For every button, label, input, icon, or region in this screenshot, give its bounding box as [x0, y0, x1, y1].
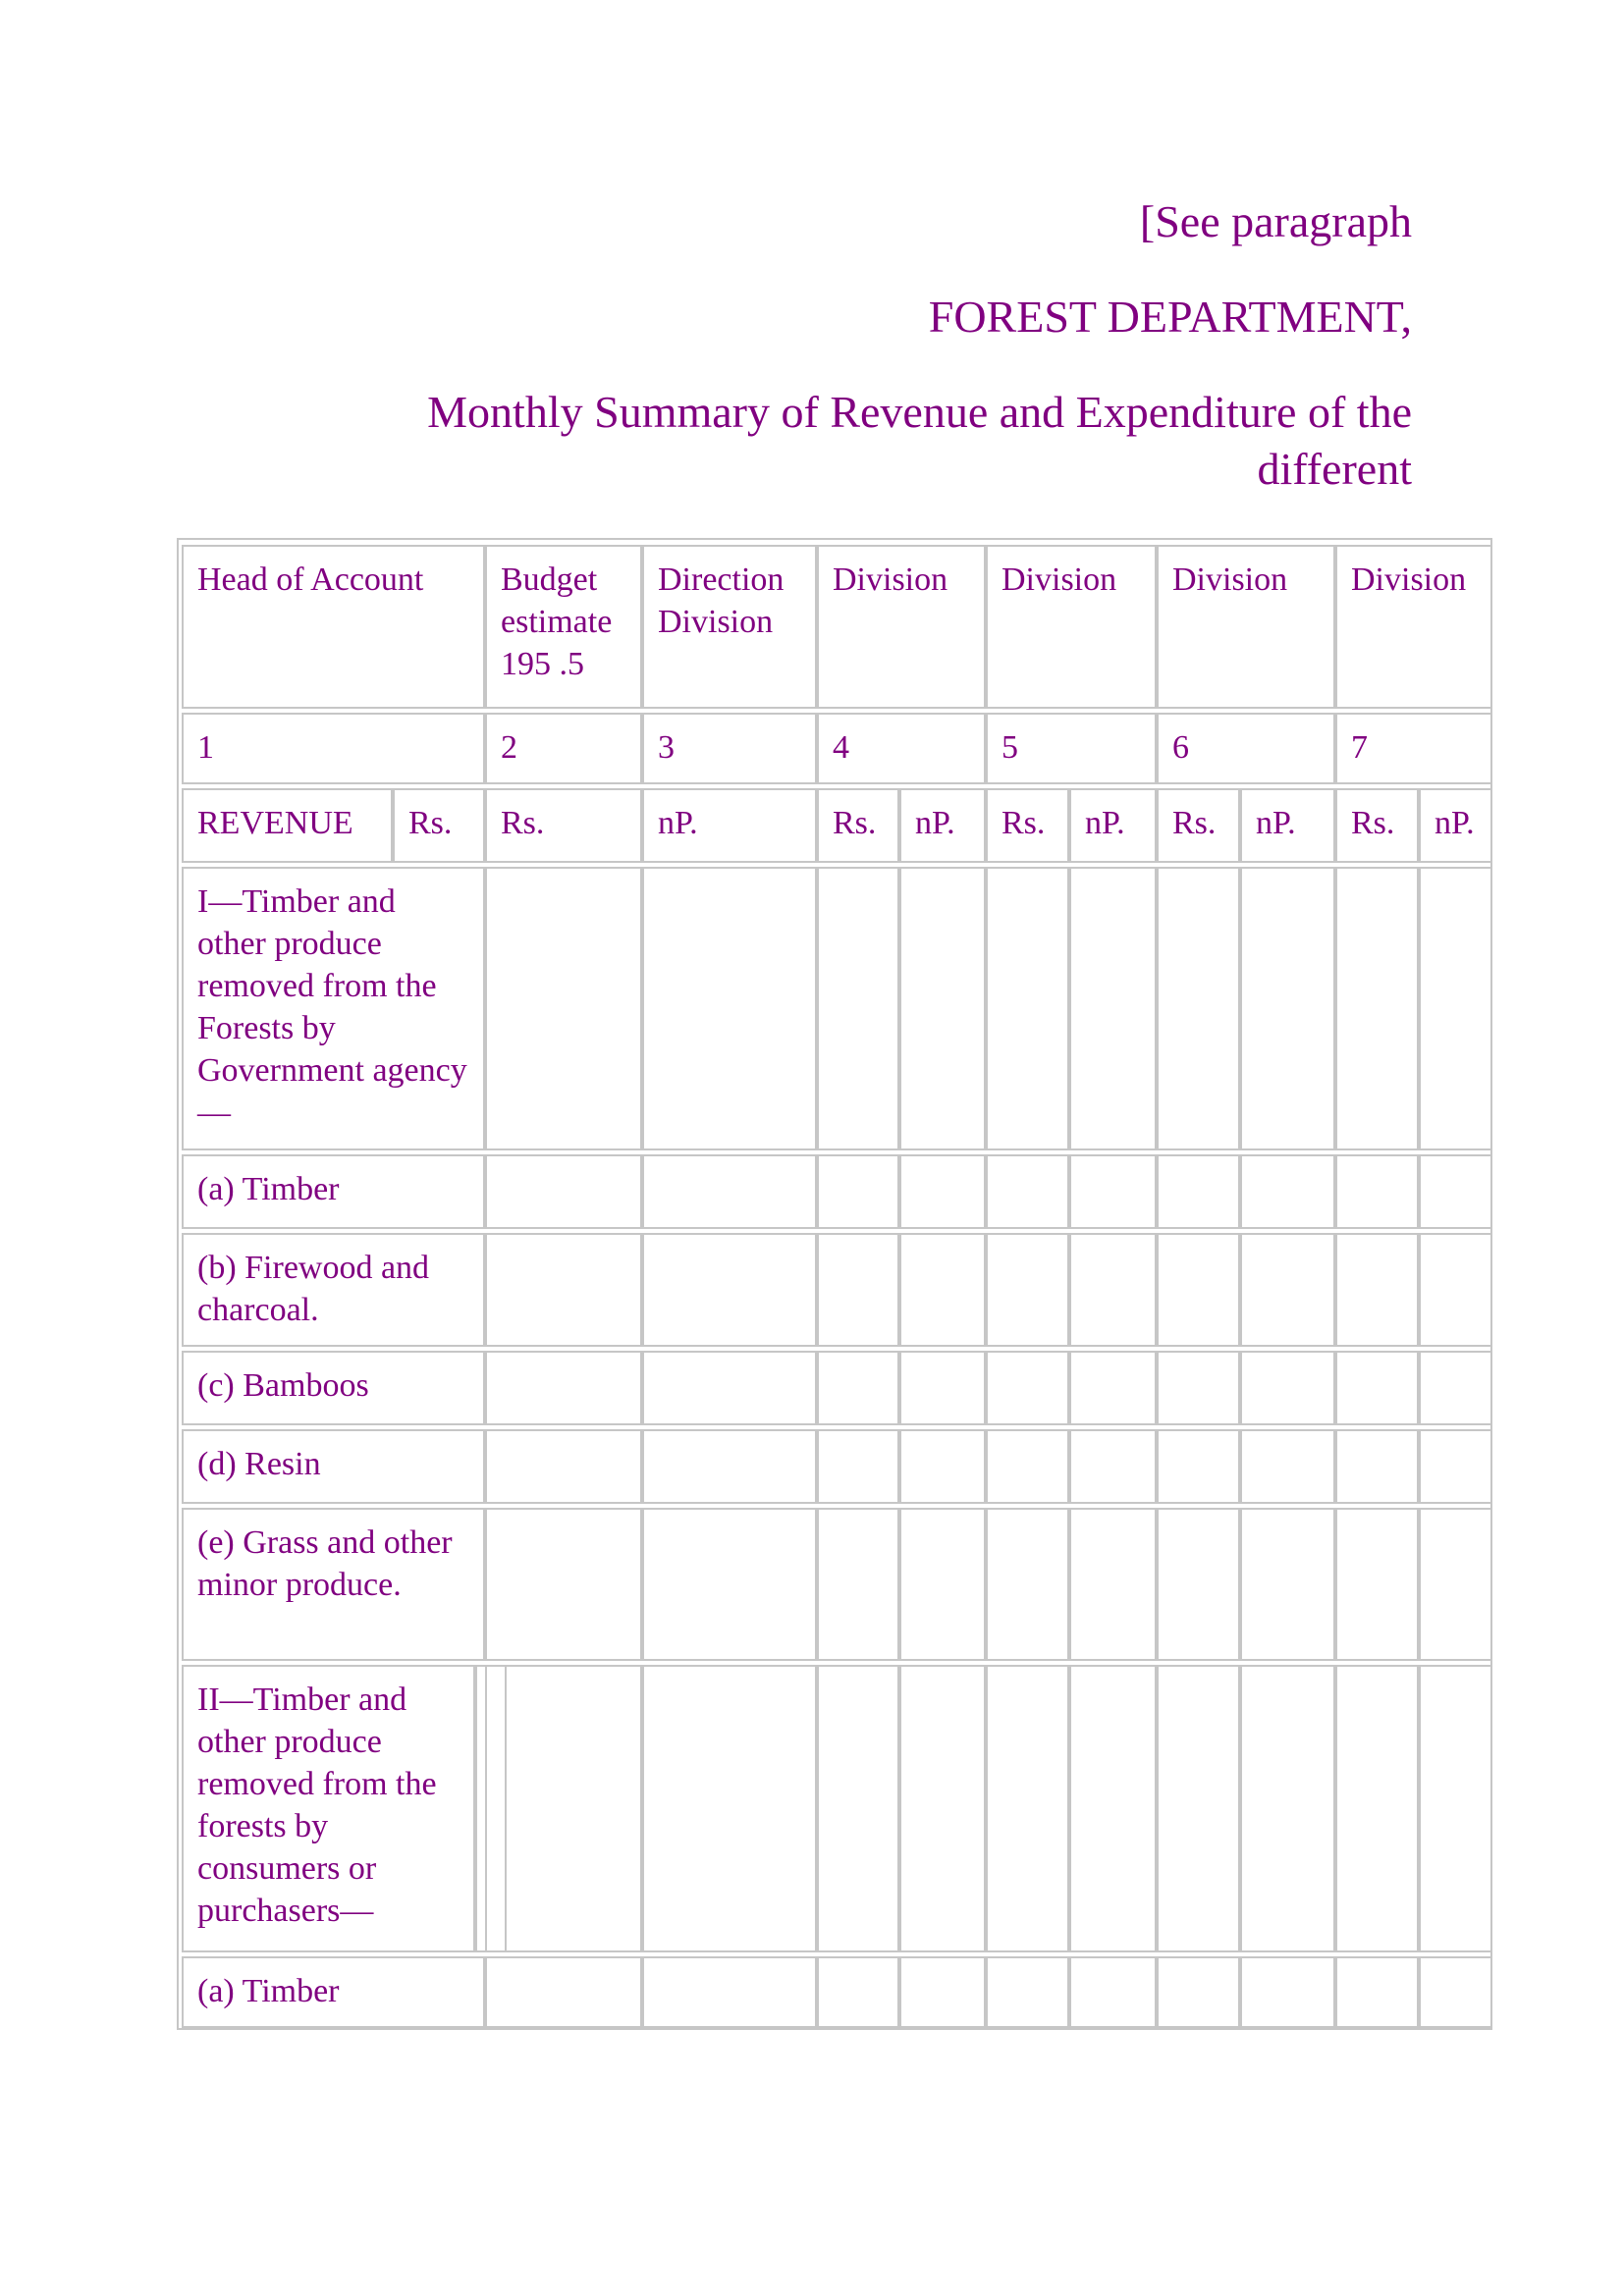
- row-label: (c) Bamboos: [182, 1351, 485, 1425]
- data-cell: [485, 1429, 642, 1504]
- data-cell: [1335, 1233, 1419, 1347]
- data-cell: [1419, 867, 1492, 1150]
- data-cell: [642, 867, 817, 1150]
- data-cell: [899, 1351, 986, 1425]
- data-cell: [899, 867, 986, 1150]
- column-header: Division: [817, 545, 986, 709]
- data-cell: [899, 1429, 986, 1504]
- data-cell: [1157, 1154, 1240, 1229]
- data-cell: [1069, 1508, 1157, 1661]
- data-cell: [642, 1508, 817, 1661]
- column-header: Division: [1335, 545, 1492, 709]
- data-cell: [1335, 1665, 1419, 1952]
- data-cell: [817, 1956, 899, 2028]
- data-cell: [642, 1154, 817, 1229]
- revenue-table: [177, 538, 1492, 2030]
- data-cell: [642, 1665, 817, 1952]
- data-cell: [1419, 1665, 1492, 1952]
- data-cell: [1157, 1956, 1240, 2028]
- data-cell: [899, 1508, 986, 1661]
- data-cell: [1069, 1154, 1157, 1229]
- unit-label: Rs.: [1335, 788, 1419, 863]
- unit-label: Rs.: [485, 788, 642, 863]
- data-cell: [817, 1665, 899, 1952]
- data-cell: [1157, 1351, 1240, 1425]
- data-cell: [485, 1665, 642, 1952]
- column-number: 1: [182, 713, 485, 784]
- data-cell: [642, 1956, 817, 2028]
- data-cell: [642, 1429, 817, 1504]
- data-cell: [1240, 1956, 1335, 2028]
- row-label: (a) Timber: [182, 1154, 485, 1229]
- column-number: 4: [817, 713, 986, 784]
- column-header: Division: [1157, 545, 1335, 709]
- data-cell: [986, 1351, 1069, 1425]
- data-cell: [485, 1154, 642, 1229]
- paragraph-reference: [See paragraph: [1139, 196, 1412, 246]
- unit-label: nP.: [1240, 788, 1335, 863]
- data-cell: [642, 1233, 817, 1347]
- data-cell: [1419, 1233, 1492, 1347]
- data-cell: [485, 1956, 642, 2028]
- data-cell: [899, 1154, 986, 1229]
- data-cell: [1240, 1665, 1335, 1952]
- data-cell: [1240, 1154, 1335, 1229]
- data-cell: [1335, 1154, 1419, 1229]
- row-label: (a) Timber: [182, 1956, 485, 2028]
- data-cell: [1240, 1233, 1335, 1347]
- data-cell: [1240, 1508, 1335, 1661]
- data-cell: [485, 1508, 642, 1661]
- data-cell: [1419, 1154, 1492, 1229]
- data-cell: [1240, 1351, 1335, 1425]
- data-cell: [1157, 1429, 1240, 1504]
- data-cell: [1335, 1351, 1419, 1425]
- column-header: Budget estimate 195 .5: [485, 545, 642, 709]
- summary-title: Monthly Summary of Revenue and Expenditure of the different: [427, 387, 1412, 494]
- unit-label: nP.: [642, 788, 817, 863]
- data-cell: [986, 867, 1069, 1150]
- data-cell: [986, 1665, 1069, 1952]
- data-cell: [1157, 1665, 1240, 1952]
- data-cell: [986, 1429, 1069, 1504]
- data-cell: [1335, 1429, 1419, 1504]
- data-cell: [899, 1665, 986, 1952]
- unit-label: Rs.: [986, 788, 1069, 863]
- data-cell: [1069, 1429, 1157, 1504]
- unit-label: nP.: [1069, 788, 1157, 863]
- data-cell: [986, 1154, 1069, 1229]
- data-cell: [817, 867, 899, 1150]
- data-cell: [1069, 1233, 1157, 1347]
- unit-label: Rs.: [817, 788, 899, 863]
- data-cell: [642, 1351, 817, 1425]
- data-cell: [1069, 867, 1157, 1150]
- data-cell: [986, 1508, 1069, 1661]
- revenue-label: REVENUE: [182, 788, 393, 863]
- row-label: (b) Firewood and charcoal.: [182, 1233, 485, 1347]
- column-number: 2: [485, 713, 642, 784]
- data-cell: [1419, 1956, 1492, 2028]
- data-cell: [817, 1351, 899, 1425]
- column-number: 5: [986, 713, 1157, 784]
- data-cell: [485, 1351, 642, 1425]
- data-cell: [1335, 867, 1419, 1150]
- department-heading: FOREST DEPARTMENT,: [928, 292, 1412, 342]
- data-cell: [986, 1956, 1069, 2028]
- data-cell: [1157, 1508, 1240, 1661]
- column-number: 3: [642, 713, 817, 784]
- data-cell: [817, 1508, 899, 1661]
- data-cell: [485, 867, 642, 1150]
- data-cell: [1335, 1956, 1419, 2028]
- data-cell: [1419, 1429, 1492, 1504]
- data-cell: [986, 1233, 1069, 1347]
- unit-label: nP.: [899, 788, 986, 863]
- row-label: I—Timber and other produce removed from the Forests by Government agency—: [182, 867, 485, 1150]
- column-header: Division: [986, 545, 1157, 709]
- data-cell: [1069, 1665, 1157, 1952]
- row-label: (d) Resin: [182, 1429, 485, 1504]
- data-cell: [817, 1154, 899, 1229]
- data-cell: [1419, 1351, 1492, 1425]
- column-number: 7: [1335, 713, 1492, 784]
- data-cell: [899, 1956, 986, 2028]
- data-cell: [899, 1233, 986, 1347]
- column-header: Head of Account: [182, 545, 485, 709]
- data-cell: [1240, 867, 1335, 1150]
- unit-label: Rs.: [1157, 788, 1240, 863]
- data-cell: [1419, 1508, 1492, 1661]
- data-cell: [485, 1233, 642, 1347]
- row-label: (e) Grass and other minor produce.: [182, 1508, 485, 1661]
- column-header: Direction Division: [642, 545, 817, 709]
- data-cell: [1240, 1429, 1335, 1504]
- data-cell: [1069, 1956, 1157, 2028]
- row-label: II—Timber and other produce removed from the forests by consumers or purchasers—: [182, 1665, 475, 1952]
- data-cell: [1157, 867, 1240, 1150]
- data-cell: [1335, 1508, 1419, 1661]
- unit-label: nP.: [1419, 788, 1492, 863]
- data-cell: [1069, 1351, 1157, 1425]
- column-number: 6: [1157, 713, 1335, 784]
- data-cell: [817, 1429, 899, 1504]
- data-cell: [1157, 1233, 1240, 1347]
- unit-label: Rs.: [393, 788, 485, 863]
- data-cell: [817, 1233, 899, 1347]
